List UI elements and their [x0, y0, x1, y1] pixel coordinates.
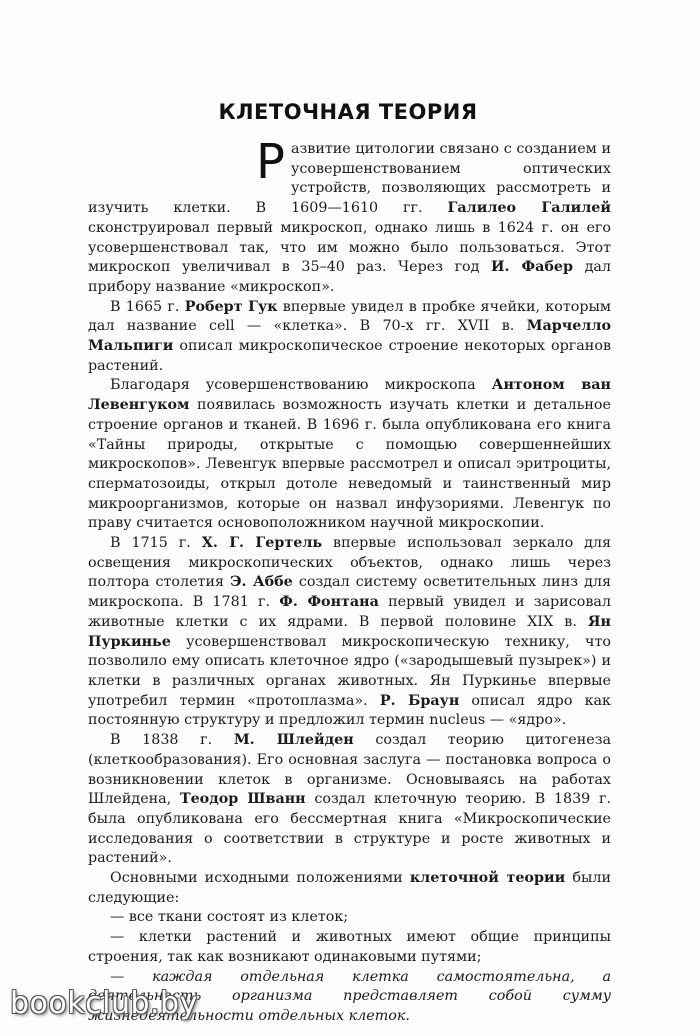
text: создал систему осветительных линз для микроскопа. В 1781 г.	[88, 574, 612, 611]
text: дал прибору название «микроскоп».	[88, 259, 611, 295]
name-bold: Р. Браун	[379, 692, 460, 709]
text: создал теорию цитогенеза (клеткообразования). Его основная заслуга — постановка вопроса о возникновении клеток в организме. Основываясь на работах Шлейдена,	[88, 732, 612, 808]
text: усовершенствовал микроскопическую технику, что позволило ему описать клеточное ядро («зародышевый пузырек») и клетки в различных органах животных. Ян Пуркинье впервые употребил термин «протоплазма».	[88, 633, 611, 709]
list-item-1: — все ткани состоят из клеток;	[110, 909, 349, 926]
text: первый увидел и зарисовал животные клетки с их ядрами. В первой половине XIX в.	[88, 594, 611, 630]
watermark: bookclub.by	[10, 986, 198, 1021]
paragraph-3	[88, 376, 611, 534]
name-bold: Теодор Шванн	[179, 791, 306, 808]
paragraph-1	[88, 134, 611, 298]
text: В 1715 г.	[110, 535, 202, 552]
paragraph-5	[88, 731, 611, 869]
list-item-2: — клетки растений и животных имеют общие принципы строения, так как возникают одинаковыми путями;	[88, 929, 611, 965]
name-bold: Марчелло Мальпиги	[88, 318, 611, 355]
body-text	[88, 134, 612, 1027]
term-bold: клеточной теории	[409, 870, 566, 887]
name-bold: Э. Аббе	[230, 574, 293, 591]
text: описал ядро как постоянную структуру и предложил термин nucleus — «ядро».	[88, 692, 611, 729]
text: В 1665 г.	[110, 298, 185, 315]
name-bold: Х. Г. Гертель	[201, 535, 323, 552]
text: впервые увидел в пробке ячейки, которым дал название cell — «клетка». В 70-х гг. XVII в.	[88, 298, 611, 335]
text: сконструировал первый микроскоп, однако лишь в 1624 г. он его усовершенствовал так, что им можно было пользоваться. Этот микроскоп увеличивал в 35–40 раз. Через год	[88, 219, 611, 276]
drop-cap: Р	[256, 134, 285, 190]
text: впервые использовал зеркало для освещения микроскопических объектов, однако лишь через полтора столетия	[88, 535, 612, 591]
name-bold: И. Фабер	[491, 259, 573, 276]
text: появилась возможность изучать клетки и детальное строение органов и тканей. В 1696 г. была опубликована его книга «Тайны природы, открытые с помощью совершеннейших микроскопов». Левенгук впервые рассмотрел и описал эритроциты, сперматозоиды, открыл дотоле неведомый и таинственный мир микроорганизмов, которые он назвал инфузориями. Левенгук по праву считается основоположником научной микроскопии.	[88, 397, 611, 532]
text: описал микроскопическое строение некоторых органов растений.	[88, 338, 611, 374]
paragraph-4	[88, 534, 611, 731]
paragraph-2	[88, 298, 611, 377]
name-bold: Ф. Фонтана	[279, 594, 379, 611]
paragraph-6	[88, 869, 611, 908]
name-bold: Антоном ван Левенгуком	[88, 377, 611, 414]
name-bold: Ян Пуркинье	[88, 613, 611, 650]
text: азвитие цитологии связано с созданием и усовершенствованием оптических устройств, позволяющих рассмотреть и изучить клетки. В 1609—1610 гг.	[88, 141, 611, 217]
text: Благодаря усовершенствованию микроскопа	[110, 377, 492, 394]
text: В 1838 г.	[110, 732, 234, 749]
text: были следующие:	[88, 870, 611, 906]
name-bold: Галилео Галилей	[447, 200, 611, 217]
page-title: КЛЕТОЧНАЯ ТЕОРИЯ	[218, 100, 478, 124]
italic-text: — каждая отдельная клетка самостоятельна, а деятельность организма представляет собой сумму жизнедеятельности отдельных клеток.	[88, 968, 611, 1024]
text: создал клеточную теорию. В 1839 г. была опубликована его бессмертная книга «Микроскопические исследования о соответствии в структуре и росте животных и растений».	[88, 791, 611, 867]
name-bold: М. Шлейден	[233, 732, 354, 749]
name-bold: Роберт Гук	[184, 298, 278, 315]
text: Основными исходными положениями	[110, 870, 410, 887]
